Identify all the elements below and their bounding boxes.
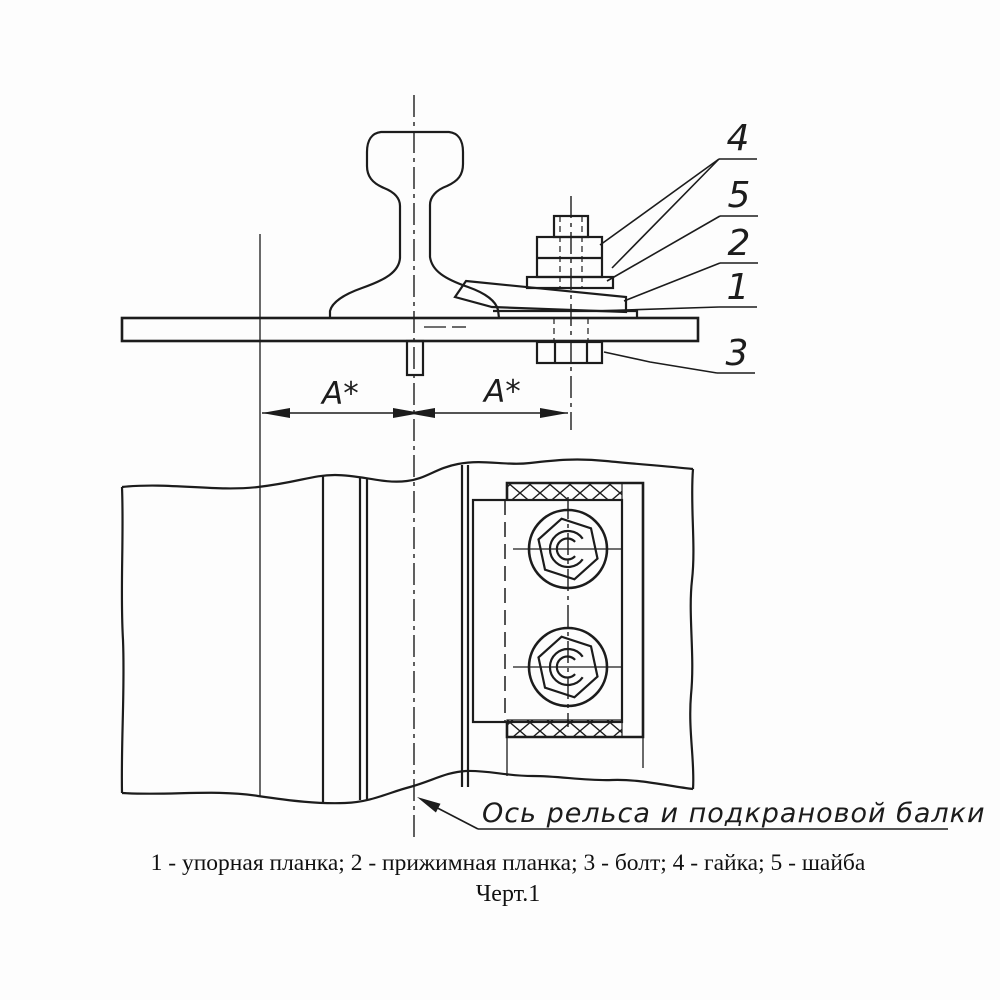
stud-below-plate [407, 341, 423, 375]
caption-group [151, 850, 866, 907]
weld-hatch-top [507, 483, 622, 500]
clamping-plate [455, 281, 626, 312]
callout-2-label: 2 [727, 223, 751, 264]
washer [527, 277, 613, 288]
axis-note-arrowhead [417, 797, 441, 813]
figure-number: Черт.1 [475, 881, 541, 907]
axis-note-text: Ось рельса и подкрановой балки [482, 798, 986, 829]
beam-flange-plate [122, 318, 698, 341]
arrowhead [407, 408, 435, 418]
arrowhead [540, 408, 568, 418]
caption-text: 1 - упорная планка; 2 - прижимная планка; 3 - болт; 4 - гайка; 5 - шайба [150, 850, 866, 876]
callout-5-label: 5 [727, 175, 751, 216]
arrowhead [262, 408, 290, 418]
callout-3 [604, 333, 755, 374]
callout-1 [592, 267, 757, 311]
callout-3-label: 3 [725, 333, 749, 374]
dimension-label-right: А* [484, 374, 521, 410]
bolt-head [537, 342, 602, 363]
plan-outline-right [690, 469, 693, 789]
axis-note-group [417, 797, 986, 829]
dimension-label-left: А* [322, 376, 359, 412]
plan-outline-left [122, 487, 124, 793]
callout-1-label: 1 [726, 267, 750, 308]
plan-view [122, 460, 694, 804]
plan-bolt-upper [513, 510, 623, 588]
plan-bolt-lower [513, 628, 623, 706]
callout-4-label: 4 [726, 118, 750, 159]
clamp-bolt-assembly [455, 196, 637, 430]
callouts [592, 118, 758, 374]
